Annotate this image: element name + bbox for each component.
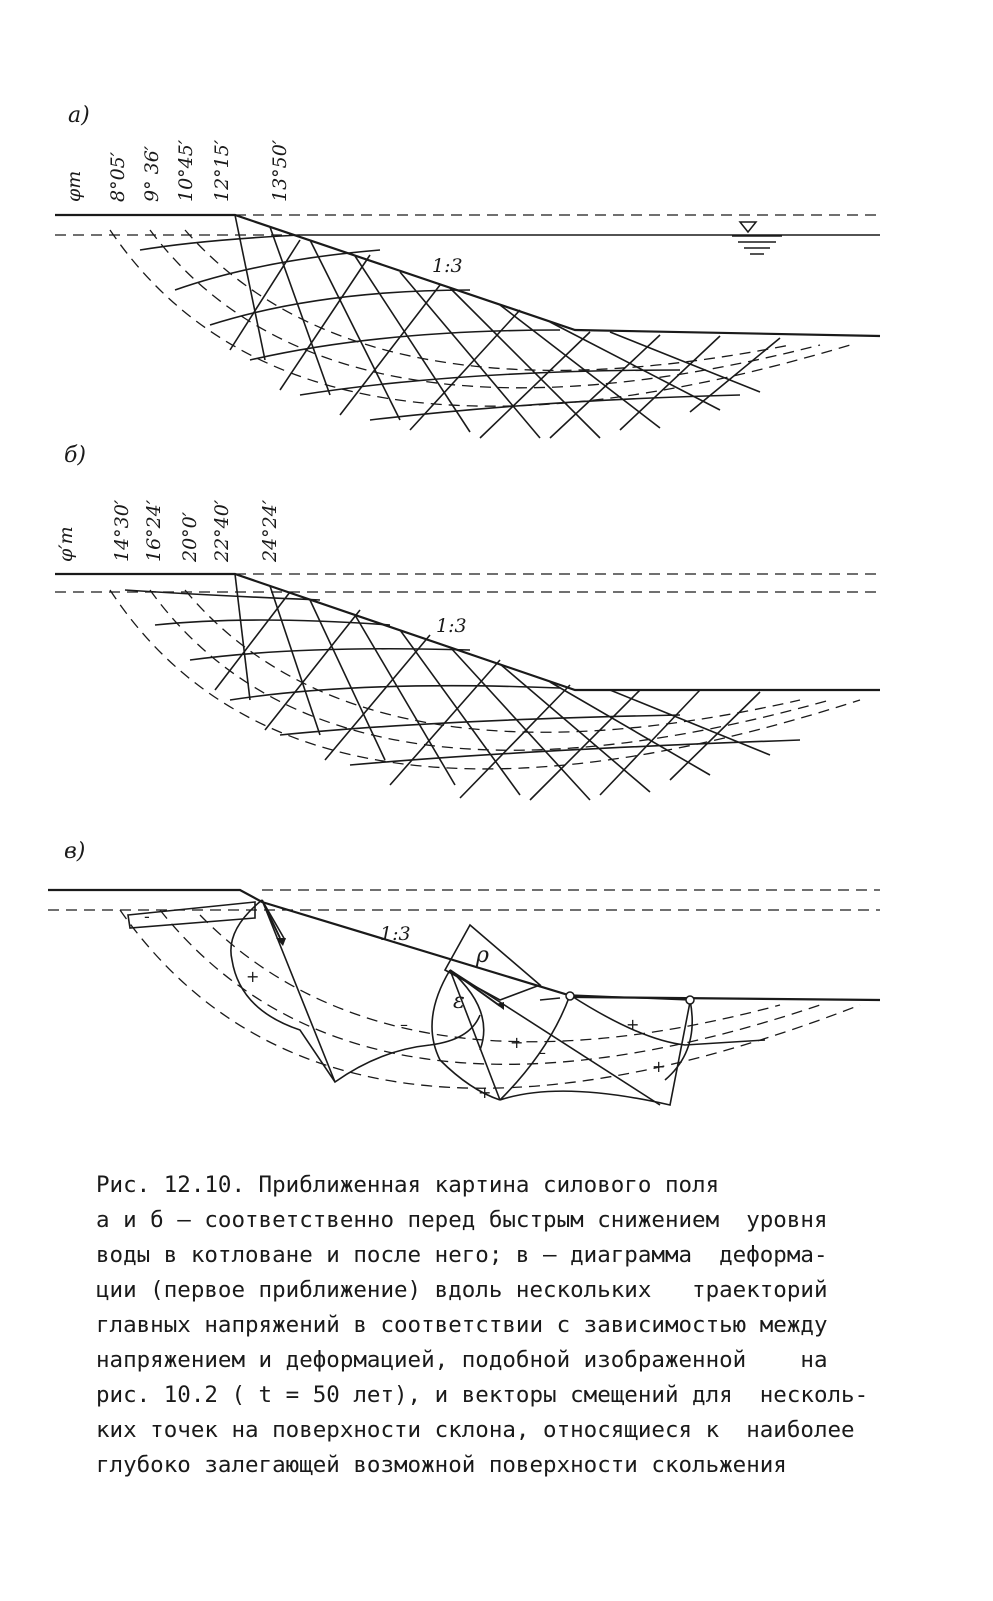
- panel-a-slip-arc-2: [150, 230, 820, 388]
- panel-a-stress-grid: [140, 215, 780, 438]
- panel-b-phi: φ′m: [55, 526, 77, 562]
- panel-c-rho-symbol: ρ: [476, 943, 489, 968]
- svg-text:+: +: [246, 967, 260, 986]
- panel-c-slope-label: 1:3: [380, 923, 411, 945]
- panel-a-angle-4: 12°15′: [211, 139, 233, 202]
- water-level-symbol: [732, 222, 782, 254]
- panel-b-ground-surface: [55, 574, 880, 690]
- svg-text:+: +: [510, 1033, 524, 1052]
- caption-line-5: главных напряжений в соответствии с зависимостью между: [96, 1312, 828, 1338]
- panel-b: [55, 443, 880, 800]
- panel-b-angle-2: 16°24′: [143, 499, 165, 562]
- panel-b-angle-5: 24°24′: [259, 499, 281, 562]
- panel-a-slope-label: 1:3: [432, 255, 463, 277]
- panel-c-epsilon-symbol: ε: [453, 989, 465, 1014]
- panel-b-angle-3: 20°0′: [179, 511, 201, 562]
- caption-line-1: Рис. 12.10. Приближенная картина силового поля: [96, 1172, 720, 1198]
- panel-a: [55, 103, 880, 438]
- panel-c-deformation-diagrams: [128, 900, 765, 1105]
- panel-a-angle-3: 10°45′: [175, 139, 197, 202]
- panel-a-label: а): [68, 103, 90, 128]
- caption-line-9: глубоко залегающей возможной поверхности скольжения: [96, 1452, 787, 1478]
- caption-line-4: ции (первое приближение) вдоль нескольких траекторий: [96, 1277, 828, 1303]
- panel-a-angle-2: 9° 36′: [141, 145, 163, 202]
- panel-c-label: в): [64, 839, 86, 864]
- caption-line-7: рис. 10.2 ( t = 50 лет), и векторы смещений для несколь-: [96, 1382, 869, 1408]
- panel-a-angle-1: 8°05′: [107, 151, 129, 202]
- panel-b-slip-arc-2: [150, 590, 830, 750]
- panel-a-angle-5: 13°50′: [269, 139, 291, 202]
- caption-line-6: напряжением и деформацией, подобной изображенной на: [96, 1347, 828, 1373]
- svg-text:+: +: [626, 1015, 640, 1034]
- panel-b-slope-label: 1:3: [436, 615, 467, 637]
- caption-line-3: воды в котловане и после него; в – диаграмма деформа-: [96, 1242, 828, 1268]
- panel-b-angle-4: 22°40′: [211, 499, 233, 562]
- panel-a-ground-surface: [55, 215, 880, 336]
- svg-text:–: –: [538, 1043, 546, 1062]
- caption-line-8: ких точек на поверхности склона, относящиеся к наиболее: [96, 1417, 855, 1443]
- panel-c-slip-arc-2: [160, 910, 820, 1064]
- svg-text:–: –: [400, 1015, 408, 1034]
- figure-caption: [96, 1168, 936, 1483]
- svg-text:+: +: [652, 1057, 666, 1076]
- panel-a-phi: φm: [63, 170, 85, 202]
- svg-text:-: -: [144, 907, 150, 926]
- caption-line-2: а и б – соответственно перед быстрым снижением уровня: [96, 1207, 828, 1233]
- svg-text:+: +: [478, 1083, 492, 1102]
- panel-b-stress-grid: [125, 574, 800, 800]
- panel-b-angle-1: 14°30′: [111, 499, 133, 562]
- panel-c: [48, 839, 880, 1105]
- panel-b-label: б): [64, 443, 87, 468]
